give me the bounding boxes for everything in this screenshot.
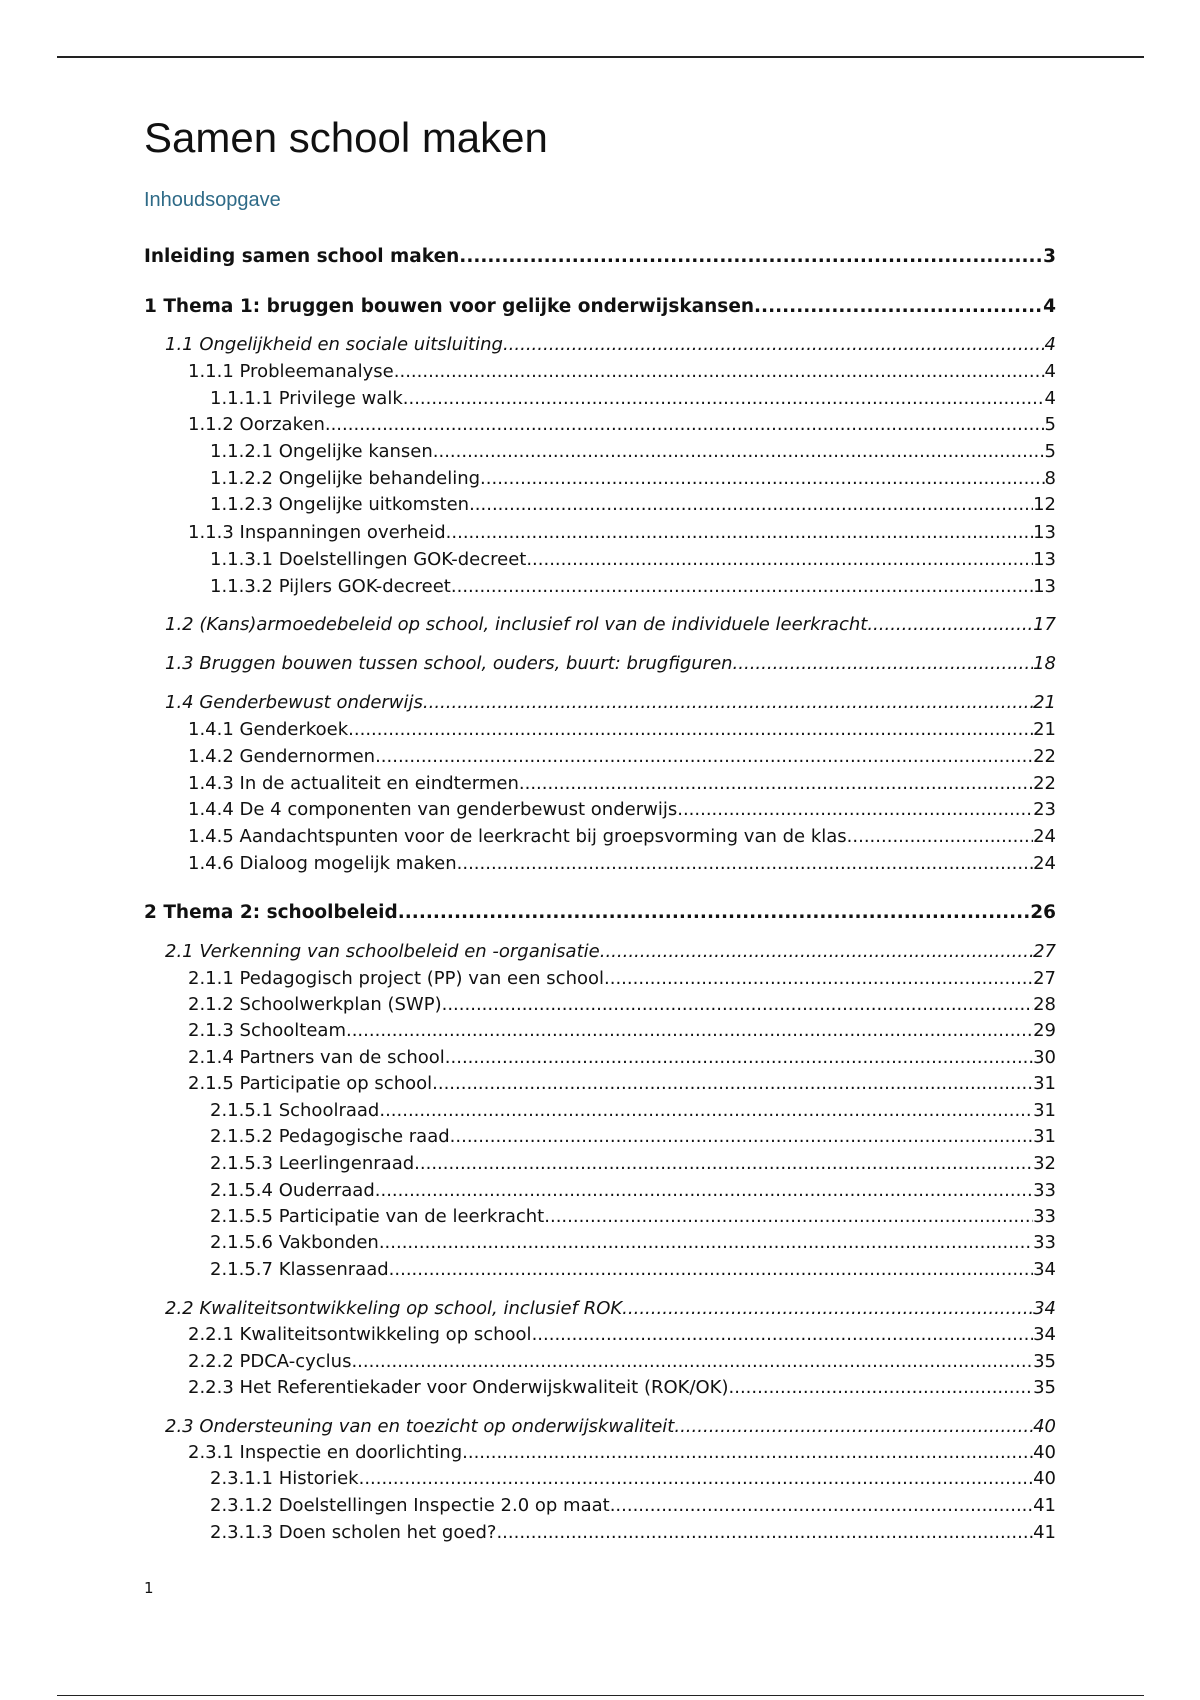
toc-entry-title: 1.4.5 Aandachtspunten voor de leerkracht bij groepsvorming van de klas xyxy=(188,826,847,847)
toc-entry-page: 34 xyxy=(1033,1259,1056,1280)
toc-entry[interactable] xyxy=(188,412,1056,438)
toc-entry-page: 35 xyxy=(1033,1377,1056,1398)
toc-entry-page: 22 xyxy=(1033,773,1056,794)
toc-entry[interactable] xyxy=(188,771,1056,797)
toc-entry-title: 2.1.5.4 Ouderraad xyxy=(210,1180,375,1201)
toc-entry[interactable] xyxy=(165,332,1056,358)
toc-dot-leader xyxy=(414,1151,1033,1177)
toc-dot-leader xyxy=(526,547,1033,573)
toc-entry[interactable] xyxy=(188,1322,1056,1348)
toc-dot-leader xyxy=(379,1098,1033,1124)
toc-entry-page: 27 xyxy=(1033,968,1056,989)
toc-entry-title: 1.4.3 In de actualiteit en eindtermen xyxy=(188,773,519,794)
toc-entry-page: 26 xyxy=(1030,902,1056,923)
toc-entry-page: 41 xyxy=(1033,1495,1056,1516)
toc-dot-leader xyxy=(610,1493,1033,1519)
toc-entry-page: 22 xyxy=(1033,746,1056,767)
toc-dot-leader xyxy=(754,294,1043,320)
top-rule xyxy=(57,56,1144,58)
toc-entry-page: 23 xyxy=(1033,799,1056,820)
toc-entry[interactable] xyxy=(188,1045,1056,1071)
toc-entry-title: 1.4.2 Gendernormen xyxy=(188,746,376,767)
toc-entry-page: 31 xyxy=(1033,1073,1056,1094)
toc-dot-leader xyxy=(600,939,1033,965)
toc-entry[interactable] xyxy=(210,1520,1056,1546)
toc-dot-leader xyxy=(325,412,1045,438)
toc-entry[interactable] xyxy=(188,1440,1056,1466)
toc-dot-leader xyxy=(423,690,1033,716)
toc-dot-leader xyxy=(379,1230,1033,1256)
toc-entry[interactable] xyxy=(188,1375,1056,1401)
toc-entry-page: 34 xyxy=(1033,1324,1056,1345)
toc-entry-page: 30 xyxy=(1033,1047,1056,1068)
toc-entry-page: 24 xyxy=(1033,826,1056,847)
toc-dot-leader xyxy=(459,244,1043,270)
toc-entry-title: 2.2.3 Het Referentiekader voor Onderwijskwaliteit (ROK/OK) xyxy=(188,1377,729,1398)
toc-entry-page: 41 xyxy=(1033,1522,1056,1543)
toc-dot-leader xyxy=(677,797,1033,823)
toc-entry[interactable] xyxy=(188,1071,1056,1097)
toc-entry-title: 2.2.2 PDCA-cyclus xyxy=(188,1351,352,1372)
toc-entry-page: 4 xyxy=(1044,388,1056,409)
toc-entry-page: 13 xyxy=(1033,522,1056,543)
toc-dot-leader xyxy=(450,1124,1033,1150)
toc-dot-leader xyxy=(457,851,1033,877)
toc-entry-page: 33 xyxy=(1033,1180,1056,1201)
toc-entry-title: 1.4.1 Genderkoek xyxy=(188,719,349,740)
toc-entry-page: 34 xyxy=(1033,1298,1056,1319)
toc-dot-leader xyxy=(389,1257,1033,1283)
toc-dot-leader xyxy=(446,520,1033,546)
toc-entry[interactable] xyxy=(144,244,1056,270)
page-number: 1 xyxy=(144,1579,154,1597)
toc-entry-title: 1.1.2 Oorzaken xyxy=(188,414,325,435)
toc-dot-leader xyxy=(867,612,1033,638)
toc-entry-page: 4 xyxy=(1043,296,1056,317)
toc-entry-page: 8 xyxy=(1044,468,1056,489)
toc-entry-page: 31 xyxy=(1033,1100,1056,1121)
toc-entry-page: 5 xyxy=(1044,414,1056,435)
toc-entry-page: 3 xyxy=(1043,246,1056,267)
toc-entry-page: 12 xyxy=(1033,494,1056,515)
toc-entry-page: 32 xyxy=(1033,1153,1056,1174)
toc-dot-leader xyxy=(604,966,1033,992)
toc-entry[interactable] xyxy=(210,1230,1056,1256)
toc-entry-title: 1.4.4 De 4 componenten van genderbewust onderwijs xyxy=(188,799,678,820)
toc-entry-title: 1.1.2.2 Ongelijke behandeling xyxy=(210,468,481,489)
toc-entry-title: 1.3 Bruggen bouwen tussen school, ouders, buurt: brugfiguren xyxy=(165,653,733,674)
toc-dot-leader xyxy=(432,1071,1033,1097)
toc-entry[interactable] xyxy=(210,492,1056,518)
toc-entry-title: 2.3.1 Inspectie en doorlichting xyxy=(188,1442,463,1463)
toc-entry-title: 2.3 Ondersteuning van en toezicht op onderwijskwaliteit xyxy=(165,1416,675,1437)
toc-entry[interactable] xyxy=(188,359,1056,385)
toc-entry-title: 2.3.1.2 Doelstellingen Inspectie 2.0 op maat xyxy=(210,1495,610,1516)
toc-entry-title: 2.1.5.2 Pedagogische raad xyxy=(210,1126,450,1147)
toc-entry[interactable] xyxy=(210,1257,1056,1283)
toc-entry-title: 1.1.1 Probleemanalyse xyxy=(188,361,394,382)
toc-entry[interactable] xyxy=(210,1151,1056,1177)
toc-entry[interactable] xyxy=(210,1204,1056,1230)
toc-dot-leader xyxy=(847,824,1033,850)
toc-entry[interactable] xyxy=(165,939,1056,965)
toc-entry[interactable] xyxy=(188,1349,1056,1375)
toc-entry[interactable] xyxy=(210,1466,1056,1492)
toc-entry-title: 1.2 (Kans)armoedebeleid op school, inclusief rol van de individuele leerkracht xyxy=(165,614,868,635)
toc-entry[interactable] xyxy=(210,1493,1056,1519)
toc-entry-page: 31 xyxy=(1033,1126,1056,1147)
toc-dot-leader xyxy=(496,1520,1033,1546)
toc-entry-page: 13 xyxy=(1033,576,1056,597)
toc-entry-title: 2.3.1.1 Historiek xyxy=(210,1468,359,1489)
toc-entry-title: 1.4.6 Dialoog mogelijk maken xyxy=(188,853,457,874)
toc-entry[interactable] xyxy=(165,651,1056,677)
toc-dot-leader xyxy=(394,359,1045,385)
toc-entry-title: Inleiding samen school maken xyxy=(144,246,460,267)
toc-entry-title: 1.1.3.1 Doelstellingen GOK-decreet xyxy=(210,549,527,570)
toc-dot-leader xyxy=(403,386,1045,412)
toc-entry[interactable] xyxy=(210,547,1056,573)
toc-entry-page: 21 xyxy=(1033,719,1056,740)
toc-entry[interactable] xyxy=(165,690,1056,716)
toc-entry-page: 24 xyxy=(1033,853,1056,874)
toc-entry-title: 2 Thema 2: schoolbeleid xyxy=(144,902,398,923)
toc-entry-title: 2.1.4 Partners van de school xyxy=(188,1047,445,1068)
toc-entry[interactable] xyxy=(188,744,1056,770)
toc-entry-page: 33 xyxy=(1033,1232,1056,1253)
toc-entry-page: 40 xyxy=(1033,1442,1056,1463)
toc-entry-page: 40 xyxy=(1033,1468,1056,1489)
toc-dot-leader xyxy=(398,900,1031,926)
toc-entry-page: 27 xyxy=(1033,941,1056,962)
toc-entry-title: 2.1.5.7 Klassenraad xyxy=(210,1259,389,1280)
toc-entry[interactable] xyxy=(210,574,1056,600)
toc-entry[interactable] xyxy=(210,466,1056,492)
toc-entry-title: 2.3.1.3 Doen scholen het goed? xyxy=(210,1522,497,1543)
toc-entry-page: 17 xyxy=(1033,614,1056,635)
toc-entry-page: 28 xyxy=(1033,994,1056,1015)
toc-dot-leader xyxy=(729,1375,1034,1401)
toc-dot-leader xyxy=(451,574,1033,600)
toc-entry-page: 29 xyxy=(1033,1020,1056,1041)
toc-entry[interactable] xyxy=(210,1098,1056,1124)
toc-entry-title: 2.2.1 Kwaliteitsontwikkeling op school xyxy=(188,1324,532,1345)
toc-dot-leader xyxy=(519,771,1033,797)
toc-entry[interactable] xyxy=(188,992,1056,1018)
toc-dot-leader xyxy=(346,1018,1033,1044)
toc-dot-leader xyxy=(359,1466,1034,1492)
toc-entry[interactable] xyxy=(165,1296,1056,1322)
toc-dot-leader xyxy=(351,1349,1033,1375)
toc-dot-leader xyxy=(375,744,1033,770)
toc-entry-page: 5 xyxy=(1044,441,1056,462)
toc-entry-page: 18 xyxy=(1033,653,1056,674)
toc-entry-title: 1.1.2.1 Ongelijke kansen xyxy=(210,441,433,462)
toc-entry[interactable] xyxy=(165,1414,1056,1440)
toc-entry[interactable] xyxy=(144,900,1056,926)
toc-entry-title: 1.1.1.1 Privilege walk xyxy=(210,388,403,409)
toc-dot-leader xyxy=(348,717,1033,743)
toc-entry-page: 35 xyxy=(1033,1351,1056,1372)
toc-entry-page: 13 xyxy=(1033,549,1056,570)
toc-dot-leader xyxy=(469,492,1033,518)
toc-entry-page: 40 xyxy=(1033,1416,1056,1437)
toc-entry-page: 4 xyxy=(1044,334,1056,355)
toc-dot-leader xyxy=(503,332,1045,358)
bottom-rule xyxy=(57,1695,1144,1696)
toc-dot-leader xyxy=(442,992,1033,1018)
toc-entry-title: 1.1.3 Inspanningen overheid xyxy=(188,522,446,543)
toc-entry[interactable] xyxy=(210,1178,1056,1204)
toc-dot-leader xyxy=(674,1414,1033,1440)
toc-dot-leader xyxy=(445,1045,1033,1071)
toc-entry-title: 2.1 Verkenning van schoolbeleid en -organisatie xyxy=(165,941,600,962)
toc-entry-title: 2.1.1 Pedagogisch project (PP) van een school xyxy=(188,968,605,989)
toc-entry-title: 1.1 Ongelijkheid en sociale uitsluiting xyxy=(165,334,503,355)
toc-entry[interactable] xyxy=(210,439,1056,465)
toc-entry[interactable] xyxy=(165,612,1056,638)
toc-dot-leader xyxy=(532,1322,1034,1348)
toc-entry[interactable] xyxy=(188,520,1056,546)
toc-entry-title: 2.2 Kwaliteitsontwikkeling op school, inclusief ROK xyxy=(165,1298,623,1319)
toc-entry-title: 1.1.3.2 Pijlers GOK-decreet xyxy=(210,576,451,597)
toc-entry[interactable] xyxy=(188,851,1056,877)
toc-entry-title: 1 Thema 1: bruggen bouwen voor gelijke onderwijskansen xyxy=(144,296,755,317)
toc-entry-title: 2.1.5.6 Vakbonden xyxy=(210,1232,379,1253)
toc-dot-leader xyxy=(375,1178,1033,1204)
toc-entry-title: 2.1.2 Schoolwerkplan (SWP) xyxy=(188,994,442,1015)
toc-dot-leader xyxy=(733,651,1034,677)
toc-entry-title: 2.1.5.1 Schoolraad xyxy=(210,1100,380,1121)
toc-dot-leader xyxy=(480,466,1045,492)
toc-dot-leader xyxy=(622,1296,1033,1322)
toc-dot-leader xyxy=(462,1440,1033,1466)
toc-entry[interactable] xyxy=(210,1124,1056,1150)
toc-entry[interactable] xyxy=(188,966,1056,992)
toc-entry-title: 2.1.3 Schoolteam xyxy=(188,1020,346,1041)
toc-entry-title: 1.1.2.3 Ongelijke uitkomsten xyxy=(210,494,470,515)
toc-entry[interactable] xyxy=(188,717,1056,743)
toc-entry[interactable] xyxy=(210,386,1056,412)
toc-dot-leader xyxy=(544,1204,1033,1230)
toc-entry-page: 33 xyxy=(1033,1206,1056,1227)
toc-dot-leader xyxy=(433,439,1045,465)
toc-entry-title: 1.4 Genderbewust onderwijs xyxy=(165,692,423,713)
toc-entry-title: 2.1.5.5 Participatie van de leerkracht xyxy=(210,1206,545,1227)
toc-entry[interactable] xyxy=(188,1018,1056,1044)
toc-entry[interactable] xyxy=(188,797,1056,823)
toc-entry[interactable] xyxy=(188,824,1056,850)
toc-entry-page: 21 xyxy=(1033,692,1056,713)
document-title: Samen school maken xyxy=(144,114,548,161)
toc-entry-title: 2.1.5 Participatie op school xyxy=(188,1073,433,1094)
toc-entry-title: 2.1.5.3 Leerlingenraad xyxy=(210,1153,415,1174)
toc-entry[interactable] xyxy=(144,294,1056,320)
toc-heading: Inhoudsopgave xyxy=(144,189,281,211)
toc-entry-page: 4 xyxy=(1044,361,1056,382)
